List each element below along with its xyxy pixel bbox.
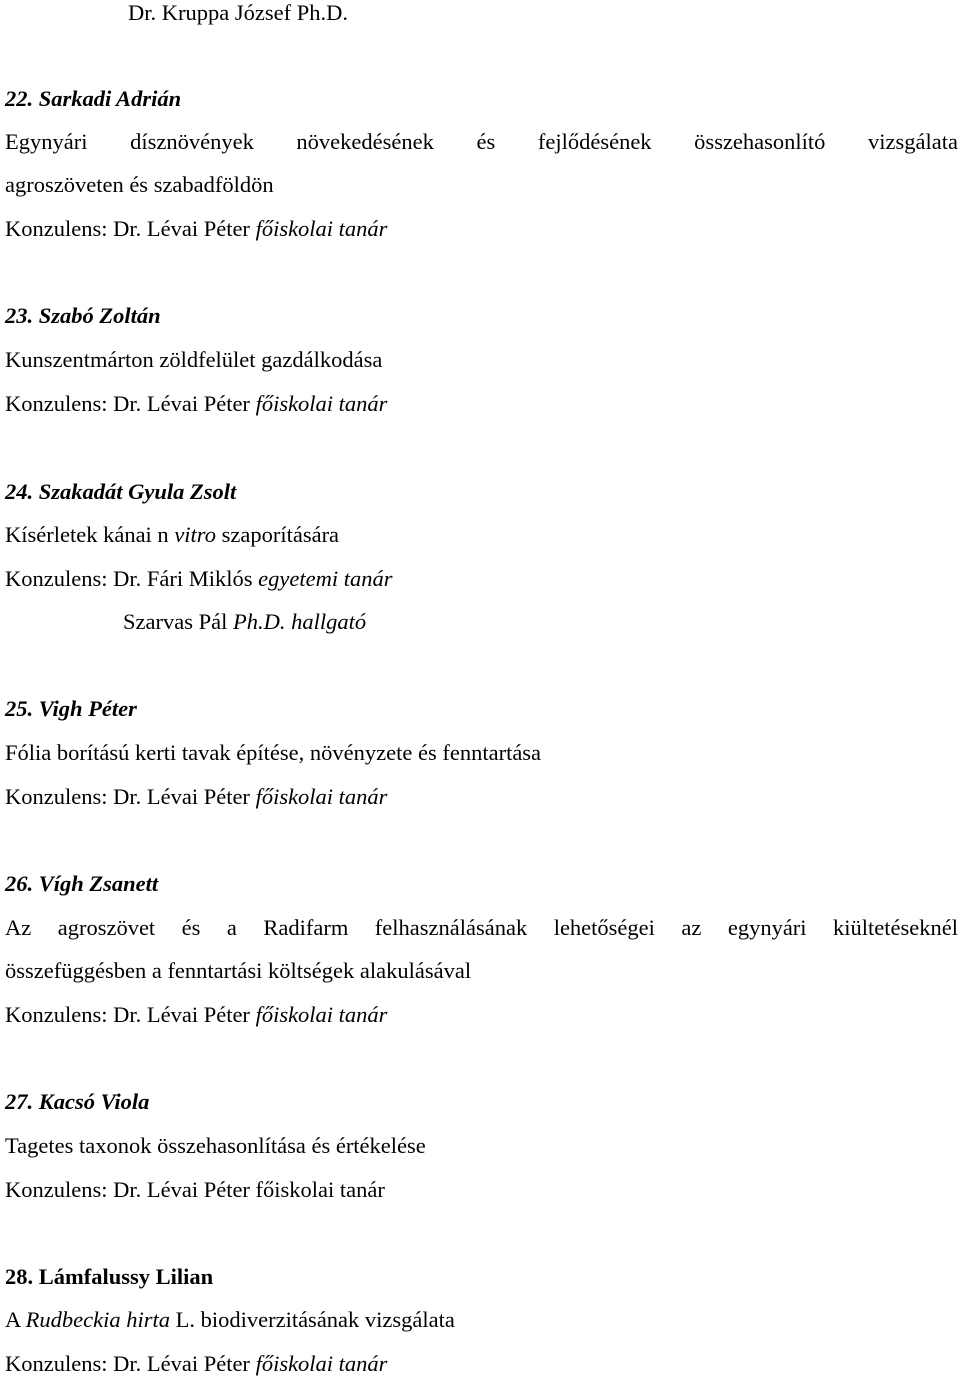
entry-25-title: Fólia borítású kerti tavak építése, növényzete és fenntartása	[5, 740, 542, 765]
entry-26-title-line-1: Az agroszövet és a Radifarm felhasználásának lehetőségei az egynyári kiültetéseknél	[5, 915, 958, 940]
title-part-italic: Rudbeckia hirta	[25, 1307, 170, 1332]
previous-entry-second-consultant: Dr. Kruppa József Ph.D.	[128, 0, 348, 25]
entry-number: 25.	[5, 696, 34, 721]
entry-25-heading	[5, 698, 137, 721]
second-consultant-role: Ph.D. hallgató	[232, 609, 367, 634]
entry-24-consultant	[5, 568, 392, 591]
entry-number: 24.	[5, 479, 34, 504]
entry-number: 27.	[5, 1089, 34, 1114]
consultant-name: Konzulens: Dr. Lévai Péter	[5, 391, 256, 416]
entry-26-title-line-2: összefüggésben a fenntartási költségek alakulásával	[5, 958, 472, 983]
entry-23-title: Kunszentmárton zöldfelület gazdálkodása	[5, 347, 383, 372]
consultant-role: főiskolai tanár	[255, 216, 388, 241]
second-consultant-name: Szarvas Pál	[123, 609, 233, 634]
consultant-name: Konzulens: Dr. Lévai Péter	[5, 1002, 256, 1027]
student-name: Szabó Zoltán	[38, 303, 161, 328]
consultant-role: főiskolai tanár	[255, 1351, 388, 1376]
entry-27-consultant: Konzulens: Dr. Lévai Péter főiskolai tanár	[5, 1177, 385, 1202]
entry-23-heading	[5, 305, 161, 328]
entry-28-heading	[5, 1266, 213, 1289]
entry-22-title-line-1: Egynyári dísznövények növekedésének és fejlődésének összehasonlító vizsgálata	[5, 129, 958, 154]
entry-26-consultant	[5, 1004, 387, 1027]
consultant-name: Konzulens: Dr. Lévai Péter	[5, 1351, 256, 1376]
title-part-italic: vitro	[174, 522, 216, 547]
entry-24-second-consultant	[123, 611, 366, 634]
title-part: L. biodiverzitásának vizsgálata	[169, 1307, 455, 1332]
student-name: Sarkadi Adrián	[38, 86, 182, 111]
consultant-role: egyetemi tanár	[258, 566, 393, 591]
entry-22-heading	[5, 88, 181, 111]
student-name: Kacsó Viola	[38, 1089, 150, 1114]
consultant-name: Konzulens: Dr. Lévai Péter	[5, 784, 256, 809]
entry-24-title	[5, 524, 339, 547]
entry-26-heading	[5, 873, 158, 896]
entry-27-title: Tagetes taxonok összehasonlítása és értékelése	[5, 1133, 426, 1158]
entry-23-consultant	[5, 393, 387, 416]
student-name: Vigh Péter	[38, 696, 137, 721]
entry-28-consultant	[5, 1353, 387, 1376]
entry-number: 22.	[5, 86, 34, 111]
title-part: szaporítására	[215, 522, 340, 547]
consultant-role: főiskolai tanár	[255, 784, 388, 809]
student-name: Lámfalussy Lilian	[38, 1264, 214, 1289]
title-part: A	[5, 1307, 26, 1332]
entry-22-title-line-2: agroszöveten és szabadföldön	[5, 172, 274, 197]
consultant-name: Konzulens: Dr. Fári Miklós	[5, 566, 259, 591]
title-part: Kísérletek kánai n	[5, 522, 175, 547]
entry-24-heading	[5, 481, 236, 504]
entry-27-heading	[5, 1091, 149, 1114]
consultant-name: Konzulens: Dr. Lévai Péter	[5, 216, 256, 241]
consultant-role: főiskolai tanár	[255, 1002, 388, 1027]
entry-28-title	[5, 1309, 455, 1332]
entry-number: 23.	[5, 303, 34, 328]
entry-22-consultant	[5, 218, 387, 241]
student-name: Vígh Zsanett	[38, 871, 159, 896]
student-name: Szakadát Gyula Zsolt	[38, 479, 237, 504]
entry-number: 28.	[5, 1264, 34, 1289]
entry-number: 26.	[5, 871, 34, 896]
consultant-role: főiskolai tanár	[255, 391, 388, 416]
entry-25-consultant	[5, 786, 387, 809]
